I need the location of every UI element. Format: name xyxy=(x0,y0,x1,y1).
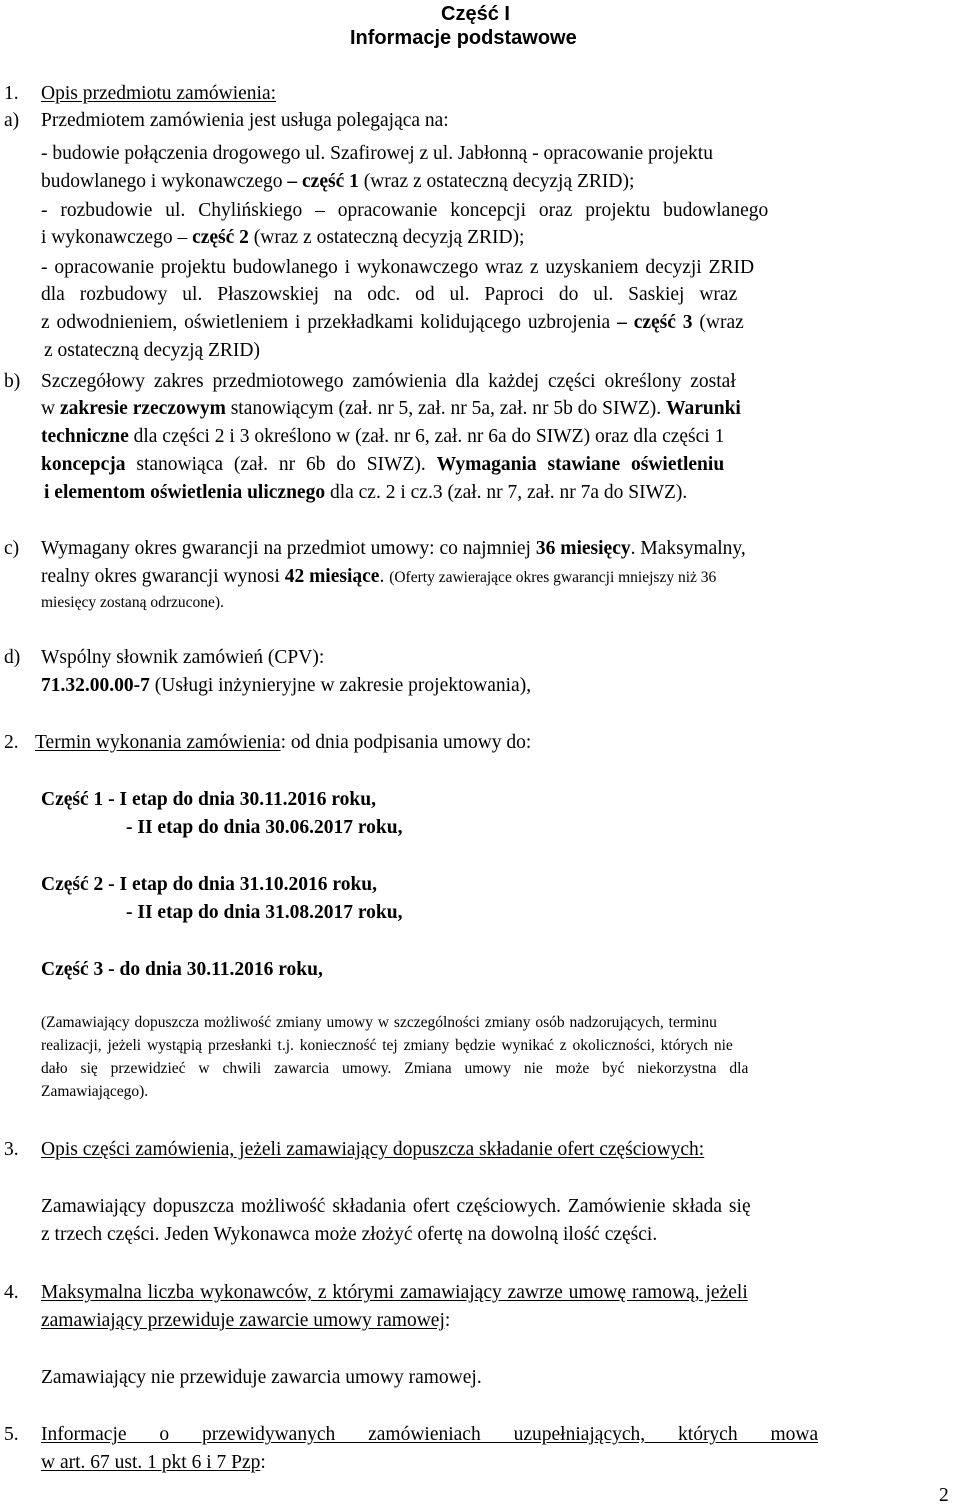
section-5-heading-line-1: Informacje o przewidywanych zamówieniach uzupełniających, których mowa xyxy=(41,1424,819,1445)
section-4-number: 4. xyxy=(4,1282,19,1303)
item-a-line-3: - rozbudowie ul. Chylińskiego – opracowanie koncepcji oraz projektu budowlanego xyxy=(41,200,769,221)
section-4-line-1: Zamawiający nie przewiduje zawarcia umowy ramowej. xyxy=(41,1367,482,1388)
section-3-line-1: Zamawiający dopuszcza możliwość składania ofert częściowych. Zamówienie składa się xyxy=(41,1196,751,1217)
section-3-line-2: z trzech części. Jeden Wykonawca może złożyć ofertę na dowolną ilość części. xyxy=(41,1224,658,1245)
part-title: Część I xyxy=(441,3,510,25)
part-subtitle: Informacje podstawowe xyxy=(350,27,577,49)
item-b-line-1: Szczegółowy zakres przedmiotowego zamówienia dla każdej części określony został xyxy=(41,371,736,392)
page-number: 2 xyxy=(939,1485,949,1506)
part-2-term-line-1: Część 2 - I etap do dnia 31.10.2016 roku, xyxy=(41,874,378,895)
item-a-line-4: i wykonawczego – część 2 (wraz z ostateczną decyzją ZRID); xyxy=(41,227,525,248)
term-note-line-2: realizacji, jeżeli wystąpią przesłanki t.j. konieczność tej zmiany będzie wynikać z okoliczności, których nie xyxy=(41,1037,733,1054)
section-2-number: 2. xyxy=(4,732,19,753)
item-d-label: d) xyxy=(4,647,21,668)
section-5-heading-line-2: w art. 67 ust. 1 pkt 6 i 7 Pzp: xyxy=(41,1452,266,1473)
item-a-line-1: - budowie połączenia drogowego ul. Szafirowej z ul. Jabłonną - opracowanie projektu xyxy=(41,143,713,164)
item-a-line-6: dla rozbudowy ul. Płaszowskiej na odc. od ul. Paproci do ul. Saskiej wraz xyxy=(41,284,738,305)
item-c-line-2: realny okres gwarancji wynosi 42 miesiące. (Oferty zawierające okres gwarancji mniejszy niż 36 xyxy=(41,566,717,587)
item-b-line-4: koncepcja stanowiąca (zał. nr 6b do SIWZ). Wymagania stawiane oświetleniu xyxy=(41,454,725,475)
part-1-term-line-2: - II etap do dnia 30.06.2017 roku, xyxy=(126,817,403,838)
term-note-line-1: (Zamawiający dopuszcza możliwość zmiany umowy w szczególności zmiany osób nadzorujących, terminu xyxy=(41,1014,717,1031)
item-d-line-1: Wspólny słownik zamówień (CPV): xyxy=(41,647,325,668)
item-c-line-1: Wymagany okres gwarancji na przedmiot umowy: co najmniej 36 miesięcy. Maksymalny, xyxy=(41,538,746,559)
item-a-line-8: z ostateczną decyzją ZRID) xyxy=(44,340,261,361)
part-1-term-line-1: Część 1 - I etap do dnia 30.11.2016 roku, xyxy=(41,789,376,810)
item-b-label: b) xyxy=(4,371,21,392)
section-3-heading: Opis części zamówienia, jeżeli zamawiający dopuszcza składanie ofert częściowych: xyxy=(41,1139,705,1160)
item-c-line-3: miesięcy zostaną odrzucone). xyxy=(41,594,224,611)
item-c-label: c) xyxy=(4,538,20,559)
term-note-line-4: Zamawiającego). xyxy=(41,1083,149,1100)
item-b-line-3: techniczne dla części 2 i 3 określono w (zał. nr 6, zał. nr 6a do SIWZ) oraz dla części 1 xyxy=(41,426,725,447)
section-1-number: 1. xyxy=(4,83,19,104)
section-2-heading: Termin wykonania zamówienia: od dnia podpisania umowy do: xyxy=(35,732,532,753)
section-1-heading: Opis przedmiotu zamówienia: xyxy=(41,83,277,104)
section-4-heading-line-2: zamawiający przewiduje zawarcie umowy ramowej: xyxy=(41,1310,451,1331)
section-5-number: 5. xyxy=(4,1424,19,1445)
item-a-line-5: - opracowanie projektu budowlanego i wykonawczego wraz z uzyskaniem decyzji ZRID xyxy=(41,257,755,278)
part-3-term-line-1: Część 3 - do dnia 30.11.2016 roku, xyxy=(41,959,323,980)
term-note-line-3: dało się przewidzieć w chwili zawarcia umowy. Zmiana umowy nie może być niekorzystna dla xyxy=(41,1060,749,1077)
part-2-term-line-2: - II etap do dnia 31.08.2017 roku, xyxy=(126,902,403,923)
item-d-line-2: 71.32.00.00-7 (Usługi inżynieryjne w zakresie projektowania), xyxy=(41,675,532,696)
item-a-intro: Przedmiotem zamówienia jest usługa polegająca na: xyxy=(41,110,449,131)
item-b-line-5: i elementom oświetlenia ulicznego dla cz. 2 i cz.3 (zał. nr 7, zał. nr 7a do SIWZ). xyxy=(44,482,688,503)
item-a-line-2: budowlanego i wykonawczego – część 1 (wraz z ostateczną decyzją ZRID); xyxy=(41,171,635,192)
section-4-heading-line-1: Maksymalna liczba wykonawców, z którymi zamawiający zawrze umowę ramową, jeżeli xyxy=(41,1282,748,1303)
item-b-line-2: w zakresie rzeczowym stanowiącym (zał. nr 5, zał. nr 5a, zał. nr 5b do SIWZ). Warunki xyxy=(41,398,741,419)
item-a-label: a) xyxy=(4,110,20,131)
section-3-number: 3. xyxy=(4,1139,19,1160)
item-a-line-7: z odwodnieniem, oświetleniem i przekładkami kolidującego uzbrojenia – część 3 (wraz xyxy=(41,312,744,333)
